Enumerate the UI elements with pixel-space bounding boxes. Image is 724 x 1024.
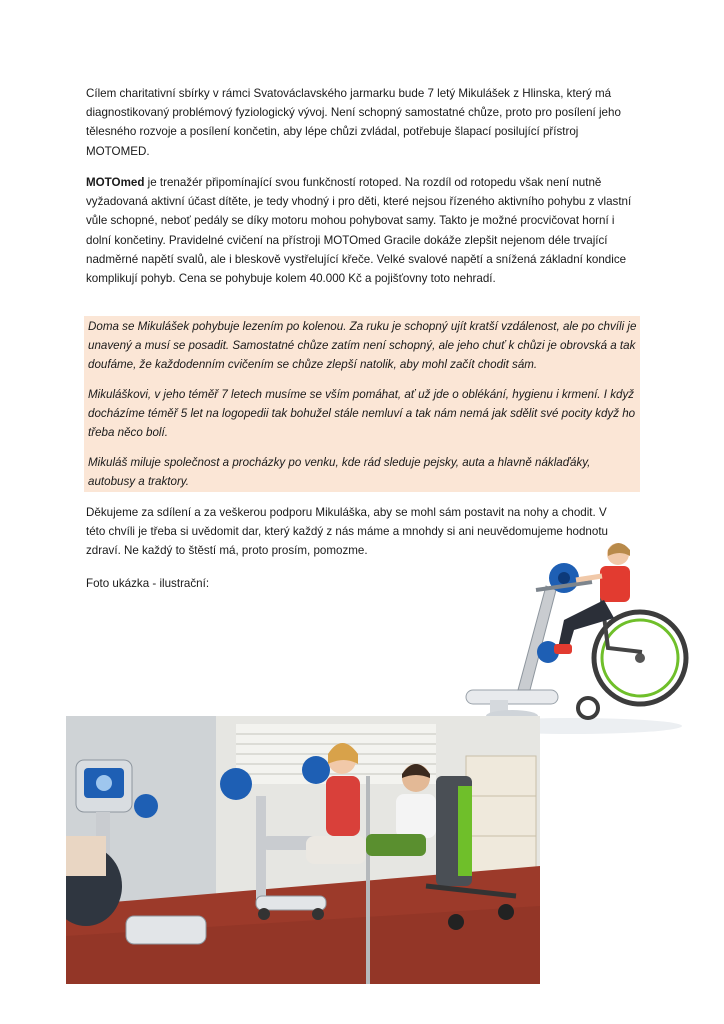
- motomed-therapy-photo: [66, 716, 540, 984]
- motomed-paragraph: [86, 173, 642, 288]
- motomed-description: je trenažér připomínající svou funkčností rotoped. Na rozdíl od rotopedu však není nutně vyžadovaná aktivní účast dítěte, je tedy vhodný i pro děti, které nejsou řízeného aktivního pohybu z vlastní vůle schopné, neboť pedály se díky motoru mohou pohybovat samy. Takto je možné procvičovat horní i dolní končetiny. Pravidelné cvičení na přístroji MOTOmed Gracile dokáže zlepšit nejenom déle trvající nadměrné napětí svalů, ale i bleskově vystřelující křeče. Velké svalové napětí a snížená základní kondice komplikují pohyb. Cena se pohybuje kolem 40.000 Kč a pojišťovny toto nehradí.: [86, 176, 632, 286]
- highlight-paragraph-home: Doma se Mikulášek pohybuje lezením po kolenou. Za ruku je schopný ujít kratší vzdálenost, ale po chvíli je unavený a musí se posadit. Samostatné chůze zatím není schopný, ale jeho chuť k chůzi je obrovská a tak doufáme, že každodenním cvičením se chůze zlepší natolik, aby mohl začít chodit sám.: [88, 320, 637, 372]
- motomed-child-photo: [452, 540, 692, 742]
- photo-caption: Foto ukázka - ilustrační:: [86, 577, 210, 590]
- thanks-paragraph: Děkujeme za sdílení a za veškerou podporu Mikuláška, aby se mohl sám postavit na nohy a chodit. V této chvíli je třeba si uvědomit dar, který každý z nás máme a mnohdy si ani neuvědomujeme hodnotu zdraví. Ne každý to štěstí má, proto prosím, pomozme.: [86, 506, 608, 558]
- intro-paragraph: Cílem charitativní sbírky v rámci Svatováclavského jarmarku bude 7 letý Mikulášek z Hlinska, který má diagnostikovaný problémový fyziologický vývoj. Není schopný samostatné chůze, proto pro posílení jeho tělesného rozvoje a posílení končetin, aby lépe chůzi zvládal, potřebuje šlapací posilující přístroj MOTOMED.: [86, 87, 621, 158]
- highlight-paragraph-likes: Mikuláš miluje společnost a procházky po venku, kde rád sleduje pejsky, auta a hlavně náklaďáky, autobusy a traktory.: [88, 456, 591, 489]
- highlight-paragraph-help: Mikuláškovi, v jeho téměř 7 letech musíme se vším pomáhat, ať už jde o oblékání, hygienu i krmení. I když docházíme téměř 5 let na logopedii tak bohužel stále nemluví a tak nám nemá jak sdělit své pocity když ho třeba něco bolí.: [88, 388, 636, 440]
- motomed-bold-term: MOTOmed: [86, 176, 145, 189]
